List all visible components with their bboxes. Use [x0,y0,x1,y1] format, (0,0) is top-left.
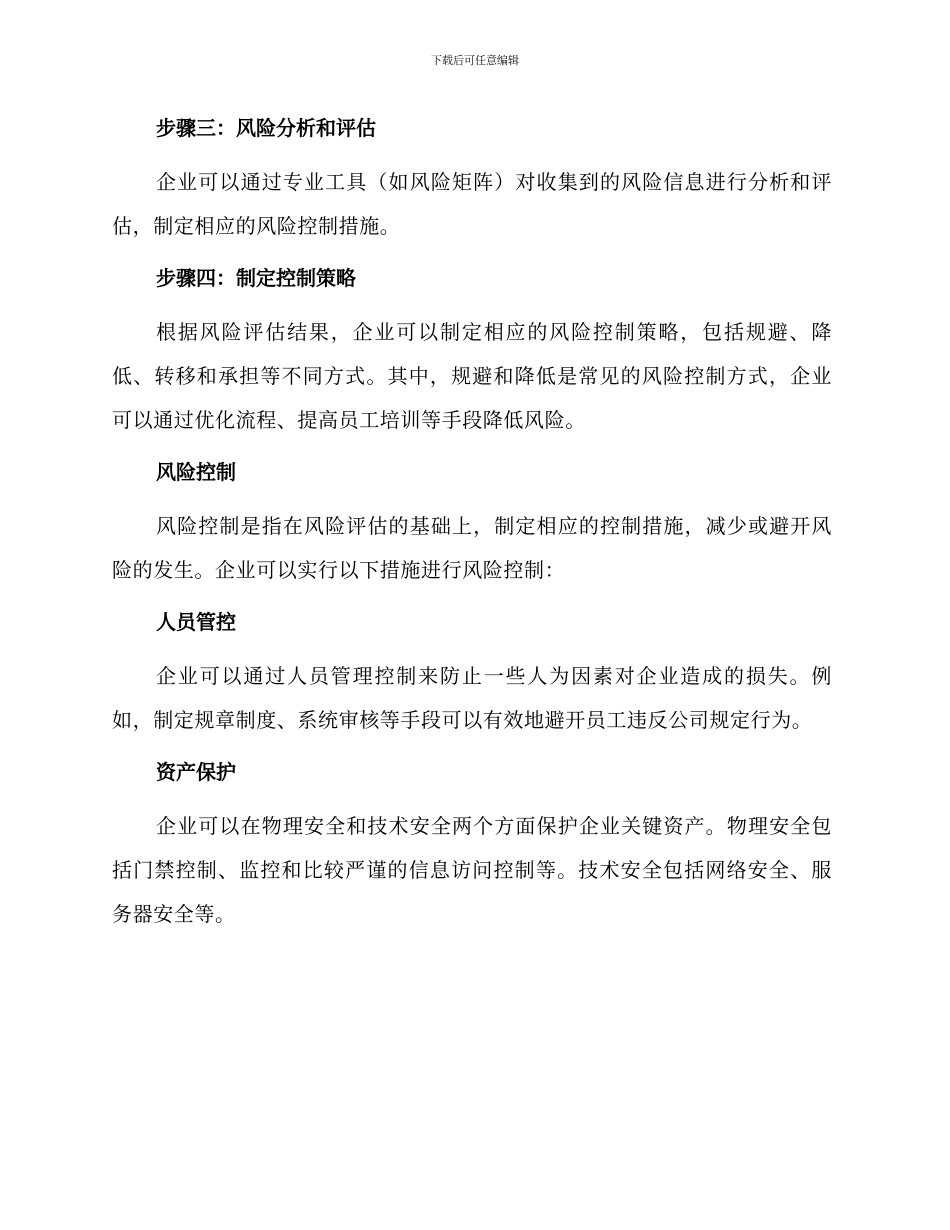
heading-step-three: 步骤三：风险分析和评估 [156,116,376,140]
paragraph-step-three: 企业可以通过专业工具（如风险矩阵）对收集到的风险信息进行分析和评估，制定相应的风险控制措施。 [112,170,832,238]
page-header-note: 下载后可任意编辑 [431,54,519,67]
heading-asset-protection: 资产保护 [156,760,236,784]
heading-step-four: 步骤四：制定控制策略 [156,266,356,290]
heading-risk-control: 风险控制 [156,460,236,484]
paragraph-personnel-control: 企业可以通过人员管理控制来防止一些人为因素对企业造成的损失。例如，制定规章制度、系统审核等手段可以有效地避开员工违反公司规定行为。 [112,664,832,732]
document-body [112,110,832,936]
heading-personnel-control: 人员管控 [156,610,236,634]
paragraph-asset-protection: 企业可以在物理安全和技术安全两个方面保护企业关键资产。物理安全包括门禁控制、监控和比较严谨的信息访问控制等。技术安全包括网络安全、服务器安全等。 [112,814,832,926]
paragraph-risk-control: 风险控制是指在风险评估的基础上，制定相应的控制措施，减少或避开风险的发生。企业可以实行以下措施进行风险控制： [112,514,832,582]
paragraph-step-four: 根据风险评估结果，企业可以制定相应的风险控制策略，包括规避、降低、转移和承担等不同方式。其中，规避和降低是常见的风险控制方式，企业可以通过优化流程、提高员工培训等手段降低风险。 [112,320,832,432]
